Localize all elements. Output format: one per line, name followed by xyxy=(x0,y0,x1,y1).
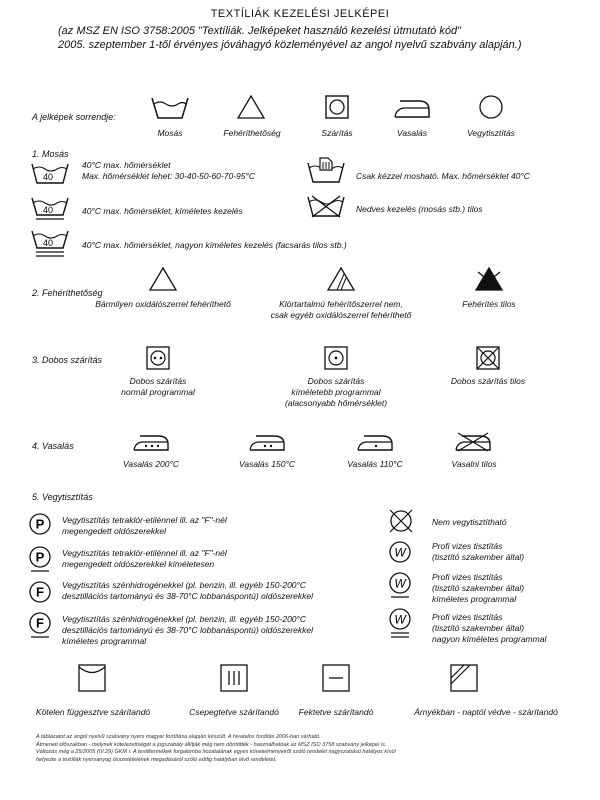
no-wet-label: Nedves kezelés (mosás stb.) tilos xyxy=(356,204,483,214)
dryclean-f2-line-1: Vegytisztítás szénhidrogénekkel (pl. benzin, ill. egyéb 150-200°C xyxy=(62,614,307,624)
no-dryer-label: Dobos szárítás tilos xyxy=(450,376,526,386)
iron-200-label: Vasalás 200°C xyxy=(122,459,179,469)
wet-clean-1-line-1: Profi vizes tisztítás xyxy=(432,541,503,551)
dryclean-letter: W xyxy=(394,612,406,627)
wash-40-line-2: Max. hőmérséklet lehet: 30-40-50-60-70-95°C xyxy=(82,171,256,181)
order-item-wash: Mosás xyxy=(157,128,183,138)
bleach-chlorine-line-1: Klórtartalmú fehérítőszerrel nem, xyxy=(279,299,403,309)
dryclean-letter: W xyxy=(394,576,406,591)
dryclean-f1-line-1: Vegytisztítás szénhidrogénekkel (pl. benzin, ill. egyéb 150-200°C xyxy=(62,580,307,590)
wet-clean-3-line-1: Profi vizes tisztítás xyxy=(432,612,503,622)
footnote-line-3: Változás még a 25/2005 (IV.29) GKM r. A textiltermékek forgalomba hozatalának egyes követelményeiről szóló rendelet nagyszabású hatályos kívül xyxy=(36,749,396,755)
bleach-any-label: Bármilyen oxidálószerrel fehéríthető xyxy=(95,299,231,309)
iron-heading: 4. Vasalás xyxy=(32,441,74,451)
tumble-dry-low-icon xyxy=(324,346,348,370)
order-item-dry: Szárítás xyxy=(321,128,353,138)
no-dryclean-label: Nem vegytisztítható xyxy=(432,517,507,527)
hand-wash-icon xyxy=(306,156,346,184)
wet-clean-icon xyxy=(388,540,412,564)
subtitle-line-1: (az MSZ EN ISO 3758:2005 "Textíliák. Jelképeket használó kezelési útmutató kód" xyxy=(58,25,461,37)
tub-temperature: 40 xyxy=(43,172,54,182)
iron-110-label: Vasalás 110°C xyxy=(347,459,403,469)
dryer-normal-line-1: Dobos szárítás xyxy=(129,376,187,386)
dryclean-letter: F xyxy=(36,584,44,600)
shade-dry-label: Árnyékban - naptól védve - szárítandó xyxy=(414,707,558,717)
drip-dry-icon xyxy=(220,664,248,692)
order-label: A jelképek sorrendje: xyxy=(32,112,116,122)
wash-40-line-1: 40°C max. hőmérséklet xyxy=(82,160,171,170)
dryer-gentle-line-2: kíméletebb programmal xyxy=(291,387,381,397)
tumble-dry-icon xyxy=(324,94,350,120)
wet-clean-1-line-2: (tisztító szakember által) xyxy=(432,552,525,562)
tub-temperature: 40 xyxy=(43,205,54,215)
wash-gentle-label: 40°C max. hőmérséklet, kíméletes kezelés xyxy=(82,206,243,216)
footnote-line-4: helyezte a textíliák nyersanyag összetételének megadásáról szóló eddig hatályban lévő rendeletet. xyxy=(36,756,277,763)
hand-wash-label: Csak kézzel mosható. Max. hőmérséklet 40°C xyxy=(356,171,530,181)
dryclean-p2-line-2: megengedett oldószerekkel kíméletesen xyxy=(62,559,215,569)
tumble-dry-normal-icon xyxy=(146,346,170,370)
dryclean-letter: P xyxy=(35,516,45,532)
flat-dry-icon xyxy=(322,664,350,692)
no-iron-icon xyxy=(454,430,492,452)
wash-tub-icon xyxy=(150,94,190,120)
wet-clean-3-line-2: (tisztító szakember által) xyxy=(432,623,525,633)
subtitle-line-2: 2005. szeptember 1-től érvényes jóváhagyó közleményével az angol nyelvű szabvány alapján.) xyxy=(58,39,522,51)
dryer-heading: 3. Dobos szárítás xyxy=(32,355,103,365)
wash-40-very-gentle-icon xyxy=(30,228,70,260)
no-tumble-dry-icon xyxy=(476,346,500,370)
dryclean-f2-line-3: kíméletes programmal xyxy=(62,636,147,646)
order-item-iron: Vasalás xyxy=(397,128,427,138)
drip-dry-label: Csepegtetve szárítandó xyxy=(189,707,279,717)
dryclean-circle-icon xyxy=(478,94,504,120)
wash-very-gentle-label: 40°C max. hőmérséklet, nagyon kíméletes kezelés (facsarás tilos stb.) xyxy=(82,240,347,250)
footnote xyxy=(36,734,576,764)
dryer-gentle-line-1: Dobos szárítás xyxy=(307,376,365,386)
iron-150-icon xyxy=(248,430,286,452)
order-item-bleach: Fehéríthetőség xyxy=(223,128,281,138)
bleach-chlorine-line-2: csak egyéb oxidálószerrel fehéríthető xyxy=(270,310,412,320)
dryclean-letter: P xyxy=(35,549,45,565)
line-dry-label: Kötelen függesztve szárítandó xyxy=(35,707,151,717)
washing-heading: 1. Mosás xyxy=(32,149,69,159)
iron-200-icon xyxy=(132,430,170,452)
bleach-heading: 2. Fehéríthetőség xyxy=(32,288,103,298)
wet-clean-2-line-1: Profi vizes tisztítás xyxy=(432,572,503,582)
page-subtitle xyxy=(58,24,578,52)
dryer-gentle-line-3: (alacsonyabb hőmérséklet) xyxy=(284,398,388,408)
dryclean-heading: 5. Vegytisztítás xyxy=(32,492,93,502)
wet-clean-2-line-2: (tisztító szakember által) xyxy=(432,583,525,593)
bleach-any-icon xyxy=(148,266,178,292)
dryclean-letter: W xyxy=(394,545,406,560)
page-title: TEXTÍLIÁK KEZELÉSI JELKÉPEI xyxy=(210,8,390,20)
dryclean-f-icon xyxy=(28,580,52,604)
dryclean-p1-line-2: megengedett oldószerekkel xyxy=(62,526,166,536)
no-iron-label: Vasalni tilos xyxy=(451,459,497,469)
wet-clean-3-line-3: nagyon kíméletes programmal xyxy=(432,634,547,644)
no-dryclean-icon xyxy=(388,508,414,534)
dryclean-f2-line-2: desztillációs tartományú és 38-70°C lobbanáspontú) oldószerekkel xyxy=(62,625,313,635)
wet-clean-gentle-icon xyxy=(388,572,412,600)
wet-clean-very-gentle-icon xyxy=(388,608,412,640)
order-item-dryclean: Vegytisztítás xyxy=(467,128,515,138)
dryclean-p1-line-1: Vegytisztítás tetraklór-etilénnel ill. az "F"-nél xyxy=(62,515,227,525)
line-dry-icon xyxy=(78,664,106,692)
wash-40-icon xyxy=(30,161,70,185)
footnote-line-2: Átmeneti időszakban - melynek kötelezettségét a jogszabály állítják még nem döntötték - használhatóak az MSZ ISO 3758 szabvány jelképei is. xyxy=(36,741,387,748)
dryclean-letter: F xyxy=(36,615,44,631)
dryclean-f-gentle-icon xyxy=(28,612,52,640)
flat-dry-label: Fektetve szárítandó xyxy=(298,707,374,717)
dryclean-p-icon xyxy=(28,512,52,536)
shade-dry-icon xyxy=(450,664,478,692)
wash-40-gentle-icon xyxy=(30,195,70,223)
dryclean-f1-line-2: desztillációs tartományú és 38-70°C lobbanáspontú) oldószerekkel xyxy=(62,591,313,601)
tub-temperature: 40 xyxy=(43,238,54,248)
footnote-line-1: A táblázatot az angol nyelvű szabvány nyers magyar fordítása alapján készült. A hivatalos fordítás 2006-ban várható. xyxy=(36,734,321,740)
no-bleach-icon xyxy=(474,266,504,292)
dryclean-p-gentle-icon xyxy=(28,546,52,574)
no-bleach-label: Fehérítés tilos xyxy=(462,299,516,309)
dryer-normal-line-2: normál programmal xyxy=(121,387,195,397)
bleach-non-chlorine-icon xyxy=(326,266,356,292)
iron-150-label: Vasalás 150°C xyxy=(238,459,295,469)
no-wet-icon xyxy=(306,194,346,218)
wet-clean-2-line-3: kíméletes programmal xyxy=(432,594,517,604)
iron-110-icon xyxy=(356,430,394,452)
bleach-triangle-icon xyxy=(236,94,266,120)
iron-icon xyxy=(392,94,432,120)
dryclean-p2-line-1: Vegytisztítás tetraklór-etilénnel ill. az "F"-nél xyxy=(62,548,227,558)
